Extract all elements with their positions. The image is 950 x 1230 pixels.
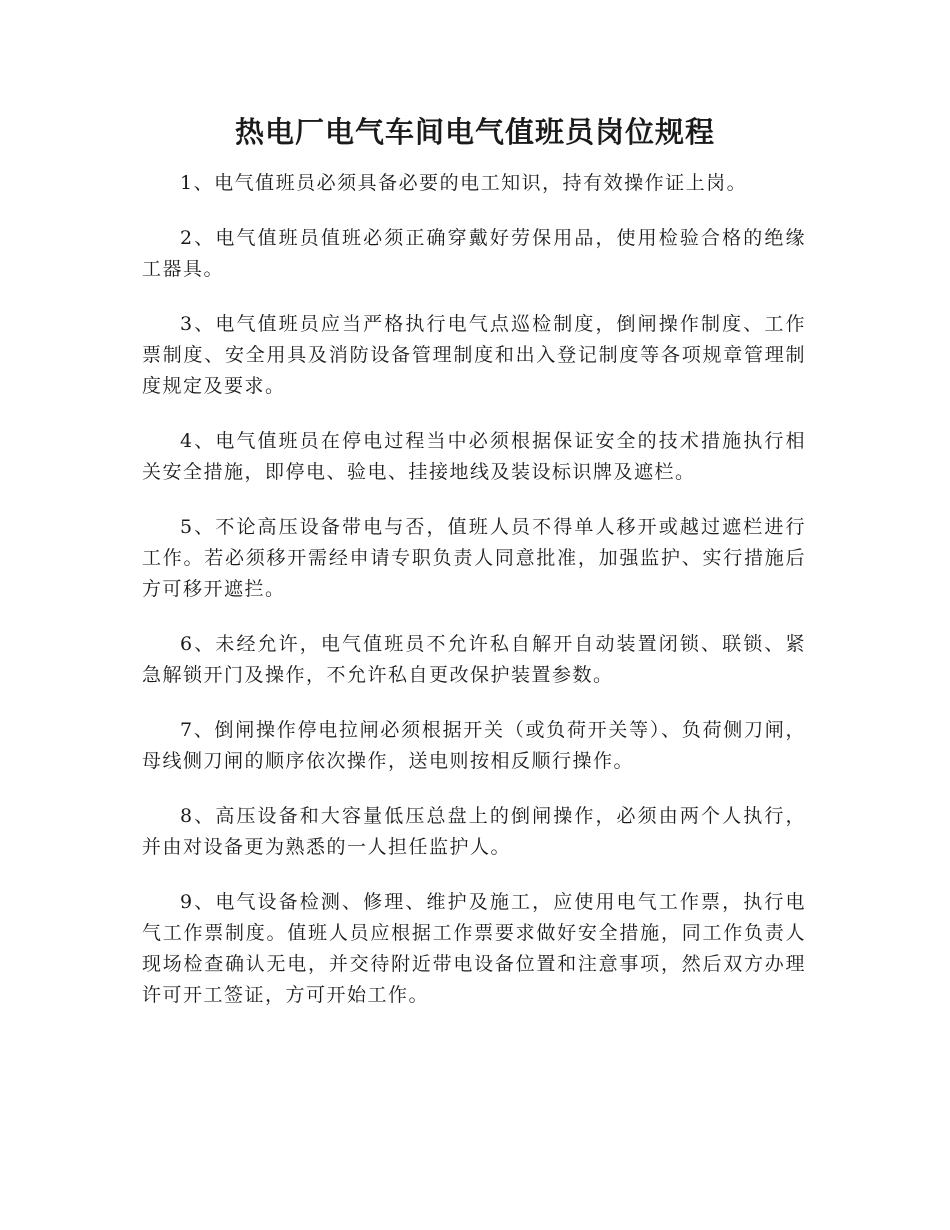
regulation-item-4: 4、电气值班员在停电过程当中必须根据保证安全的技术措施执行相关安全措施，即停电、验电、挂接地线及装设标识牌及遮栏。	[142, 430, 806, 483]
regulation-item-1: 1、电气值班员必须具备必要的电工知识，持有效操作证上岗。	[180, 172, 748, 194]
regulation-item-8: 8、高压设备和大容量低压总盘上的倒闸操作，必须由两个人执行，并由对设备更为熟悉的一人担任监护人。	[142, 805, 806, 858]
regulation-item-7: 7、倒闸操作停电拉闸必须根据开关（或负荷开关等）、负荷侧刀闸，母线侧刀闸的顺序依次操作，送电则按相反顺行操作。	[142, 719, 806, 772]
regulation-item-5: 5、不论高压设备带电与否，值班人员不得单人移开或越过遮栏进行工作。若必须移开需经申请专职负责人同意批准，加强监护、实行措施后方可移开遮拦。	[142, 516, 806, 600]
regulation-item-3: 3、电气值班员应当严格执行电气点巡检制度，倒闸操作制度、工作票制度、安全用具及消防设备管理制度和出入登记制度等各项规章管理制度规定及要求。	[142, 313, 806, 397]
document-body	[142, 168, 806, 1035]
regulation-item-2: 2、电气值班员值班必须正确穿戴好劳保用品，使用检验合格的绝缘工器具。	[142, 227, 806, 280]
document-title: 热电厂电气车间电气值班员岗位规程	[234, 115, 715, 149]
regulation-item-6: 6、未经允许，电气值班员不允许私自解开自动装置闭锁、联锁、紧急解锁开门及操作，不允许私自更改保护装置参数。	[142, 633, 806, 686]
regulation-item-9: 9、电气设备检测、修理、维护及施工，应使用电气工作票，执行电气工作票制度。值班人员应根据工作票要求做好安全措施，同工作负责人现场检查确认无电，并交待附近带电设备位置和注意事项，然后双方办理许可开工签证，方可开始工作。	[142, 891, 806, 1006]
